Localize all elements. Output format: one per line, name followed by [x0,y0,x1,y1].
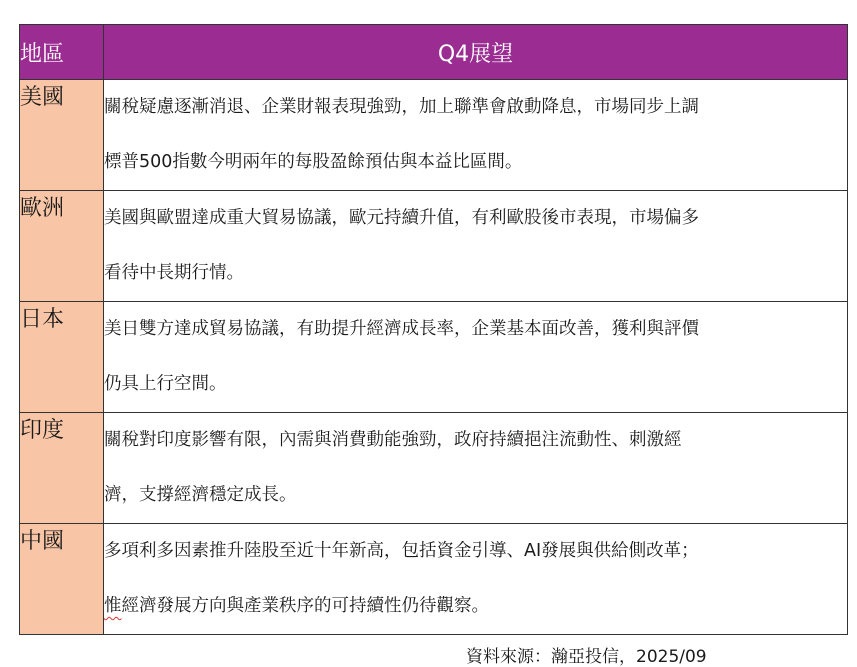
outlook-cell [104,80,848,191]
outlook-text-line: 仍具上行空間。 [104,374,227,394]
region-cell: 美國 [20,80,104,191]
outlook-text-line: 關稅對印度影響有限，內需與消費動能強勁，政府持續挹注流動性、刺激經 [104,430,682,450]
outlook-cell [104,413,848,524]
header-row [20,25,848,80]
source-note: 資料來源：瀚亞投信，2025/09 [466,647,707,667]
table-row-china [20,524,848,635]
outlook-text-line: 看待中長期行情。 [104,263,244,283]
table-row-europe [20,191,848,302]
outlook-text-line: 標普500指數今明兩年的每股盈餘預估與本益比區間。 [104,152,523,172]
outlook-text-line: 關稅疑慮逐漸消退、企業財報表現強勁，加上聯準會啟動降息，市場同步上調 [104,97,699,117]
region-cell: 歐洲 [20,191,104,302]
table-row-japan [20,302,848,413]
table-row-us [20,80,848,191]
outlook-cell [104,302,848,413]
outlook-text-line: 經濟發展方向與產業秩序的可持續性仍待觀察。 [121,596,489,616]
outlook-cell [104,191,848,302]
outlook-text-line: 多項利多因素推升陸股至近十年新高，包括資金引導、AI發展與供給側改革； [104,541,699,561]
region-column-header: 地區 [20,25,104,80]
region-cell: 中國 [20,524,104,635]
outlook-cell [104,524,848,635]
spellcheck-marked-word: 惟 [104,596,122,616]
outlook-column-header: Q4展望 [104,25,848,80]
outlook-text-line: 美國與歐盟達成重大貿易協議，歐元持續升值，有利歐股後市表現，市場偏多 [104,208,699,228]
region-cell: 日本 [20,302,104,413]
outlook-text-line: 濟，支撐經濟穩定成長。 [104,485,297,505]
region-cell: 印度 [20,413,104,524]
outlook-table [19,24,848,635]
outlook-text-line: 美日雙方達成貿易協議，有助提升經濟成長率，企業基本面改善，獲利與評價 [104,319,699,339]
table-row-india [20,413,848,524]
